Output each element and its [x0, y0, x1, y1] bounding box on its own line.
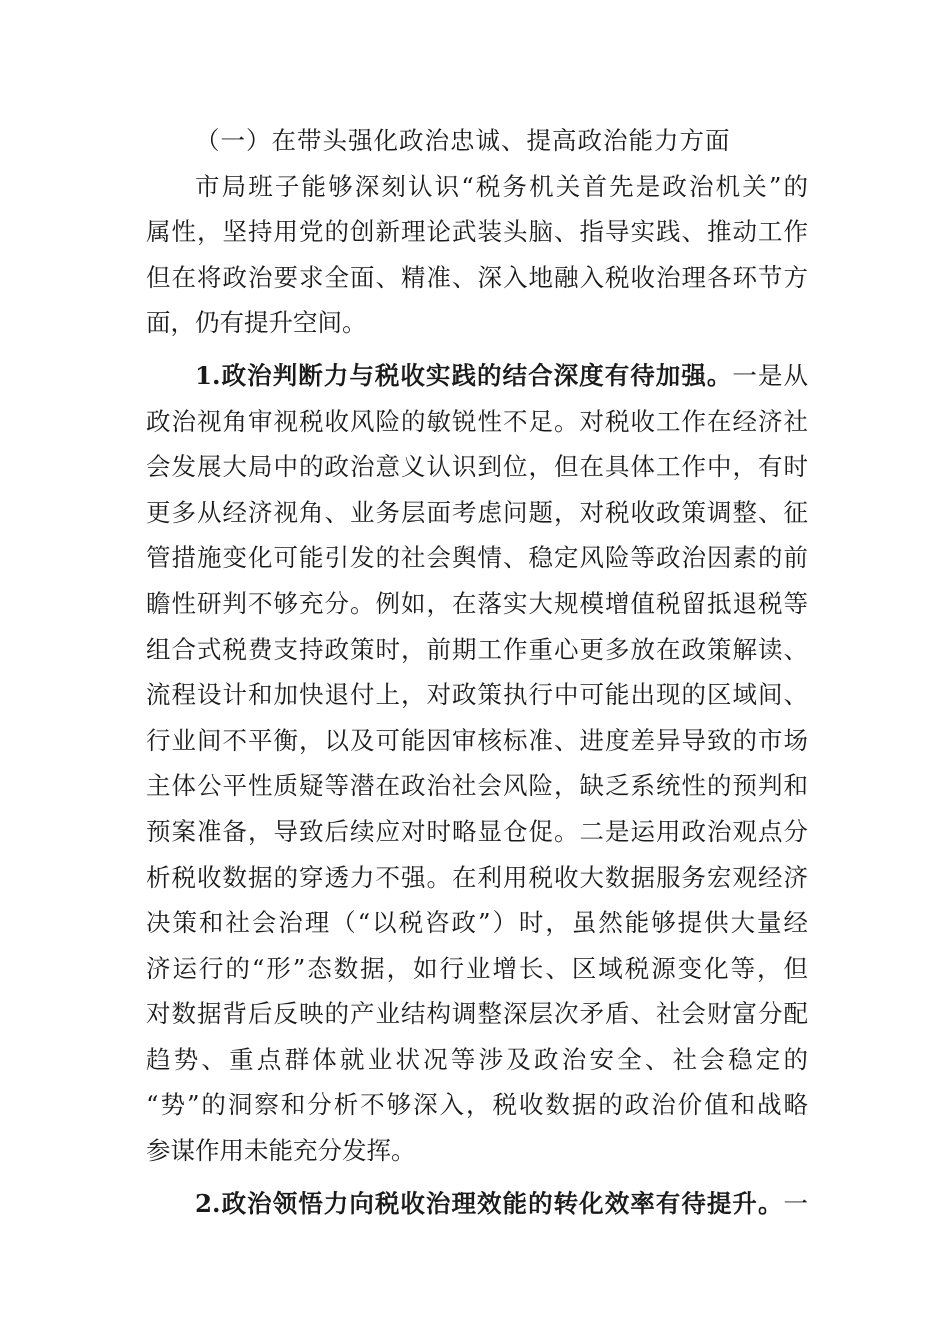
item1-line: 流程设计和加快退付上，对政策执行中可能出现的区域间、 — [146, 680, 808, 710]
item1-title: 1.政治判断力与税收实践的结合深度有待加强。 — [195, 360, 733, 390]
item1-line: 行业间不平衡，以及可能因审核标准、进度差异导致的市场 — [146, 725, 808, 755]
item2-first-line-rest: 一 — [783, 1188, 808, 1218]
item1-line: 趋势、重点群体就业状况等涉及政治安全、社会稳定的 — [146, 1044, 808, 1074]
item1-line: 更多从经济视角、业务层面考虑问题，对税收政策调整、征 — [146, 497, 808, 527]
item1-line: 对数据背后反映的产业结构调整深层次矛盾、社会财富分配 — [146, 999, 808, 1029]
item1-line: 济运行的“形”态数据，如行业增长、区域税源变化等，但 — [146, 953, 808, 983]
item1-line: 决策和社会治理（“以税咨政”）时，虽然能够提供大量经 — [146, 908, 808, 938]
item1-line: 主体公平性质疑等潜在政治社会风险，缺乏系统性的预判和 — [146, 771, 808, 801]
item1-line: 会发展大局中的政治意义认识到位，但在具体工作中，有时 — [146, 452, 808, 482]
item1-line: 参谋作用未能充分发挥。 — [146, 1136, 416, 1166]
item1-first-line — [146, 353, 808, 399]
item1-line: 政治视角审视税收风险的敏锐性不足。对税收工作在经济社 — [146, 406, 808, 436]
item2-first-line — [146, 1181, 808, 1227]
item1-line: 管措施变化可能引发的社会舆情、稳定风险等政治因素的前 — [146, 543, 808, 573]
intro-line: 属性，坚持用党的创新理论武装头脑、指导实践、推动工作 — [146, 217, 808, 247]
document-page — [146, 118, 808, 1226]
item1-line: 析税收数据的穿透力不强。在利用税收大数据服务宏观经济 — [146, 862, 808, 892]
item1-line: 组合式税费支持政策时，前期工作重心更多放在政策解读、 — [146, 634, 808, 664]
section-heading: （一）在带头强化政治忠诚、提高政治能力方面 — [195, 126, 731, 155]
item1-line: 瞻性研判不够充分。例如，在落实大规模增值税留抵退税等 — [146, 588, 808, 618]
item1-line: 预案准备，导致后续应对时略显仓促。二是运用政治观点分 — [146, 816, 808, 846]
item2-title: 2.政治领悟力向税收治理效能的转化效率有待提升。 — [195, 1188, 784, 1218]
intro-line: 但在将政治要求全面、精准、深入地融入税收治理各环节方 — [146, 262, 808, 292]
intro-line: 面，仍有提升空间。 — [146, 308, 367, 338]
item1-line: “势”的洞察和分析不够深入，税收数据的政治价值和战略 — [146, 1090, 808, 1120]
item1-first-line-rest: 一是从 — [732, 360, 809, 390]
intro-line: 市局班子能够深刻认识“税务机关首先是政治机关”的 — [195, 171, 808, 201]
